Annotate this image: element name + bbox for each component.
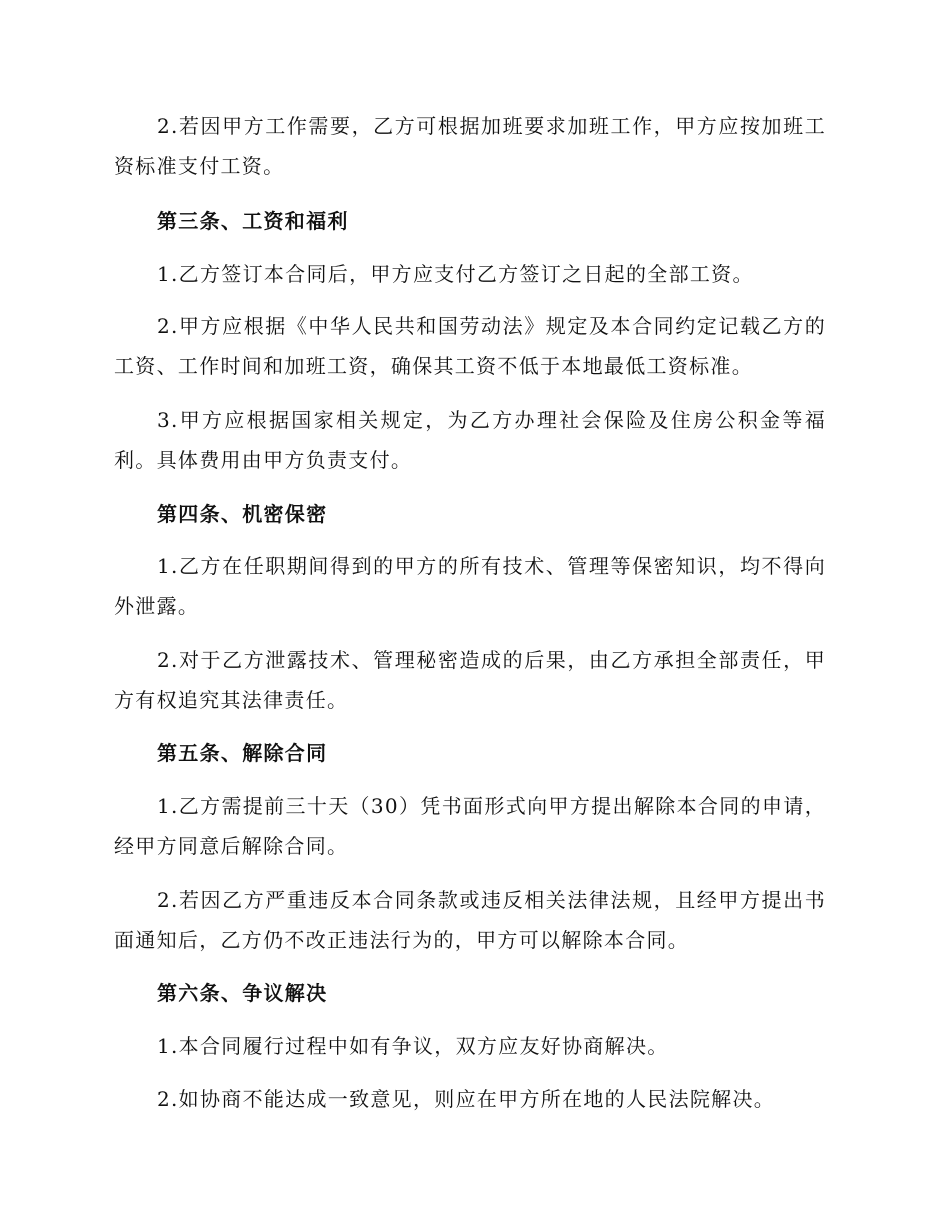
paragraph-court-resolution: 2.如协商不能达成一致意见，则应在甲方所在地的人民法院解决。 bbox=[157, 1087, 776, 1111]
heading-article-4-confidentiality: 第四条、机密保密 bbox=[157, 502, 328, 526]
heading-article-6-dispute-resolution: 第六条、争议解决 bbox=[157, 981, 328, 1005]
paragraph-friendly-negotiation: 1.本合同履行过程中如有争议，双方应友好协商解决。 bbox=[157, 1034, 669, 1058]
paragraph-termination-violation: 2.若因乙方严重违反本合同条款或违反相关法律法规，且经甲方提出书面通知后，乙方仍不改正违法行为的，甲方可以解除本合同。 bbox=[114, 888, 826, 952]
paragraph-wage-records: 2.甲方应根据《中华人民共和国劳动法》规定及本合同约定记载乙方的工资、工作时间和加班工资，确保其工资不低于本地最低工资标准。 bbox=[114, 314, 826, 378]
paragraph-overtime-pay: 2.若因甲方工作需要，乙方可根据加班要求加班工作，甲方应按加班工资标准支付工资。 bbox=[114, 114, 826, 178]
heading-article-3-wages-benefits: 第三条、工资和福利 bbox=[157, 209, 349, 233]
paragraph-confidential-knowledge: 1.乙方在任职期间得到的甲方的所有技术、管理等保密知识，均不得向外泄露。 bbox=[114, 554, 826, 618]
paragraph-leak-liability: 2.对于乙方泄露技术、管理秘密造成的后果，由乙方承担全部责任，甲方有权追究其法律责任。 bbox=[114, 648, 826, 712]
heading-article-5-termination: 第五条、解除合同 bbox=[157, 741, 328, 765]
paragraph-wage-payment: 1.乙方签订本合同后，甲方应支付乙方签订之日起的全部工资。 bbox=[157, 262, 754, 286]
paragraph-social-insurance: 3.甲方应根据国家相关规定，为乙方办理社会保险及住房公积金等福利。具体费用由甲方负责支付。 bbox=[114, 408, 826, 472]
paragraph-termination-notice: 1.乙方需提前三十天（30）凭书面形式向甲方提出解除本合同的申请，经甲方同意后解除合同。 bbox=[114, 794, 826, 858]
